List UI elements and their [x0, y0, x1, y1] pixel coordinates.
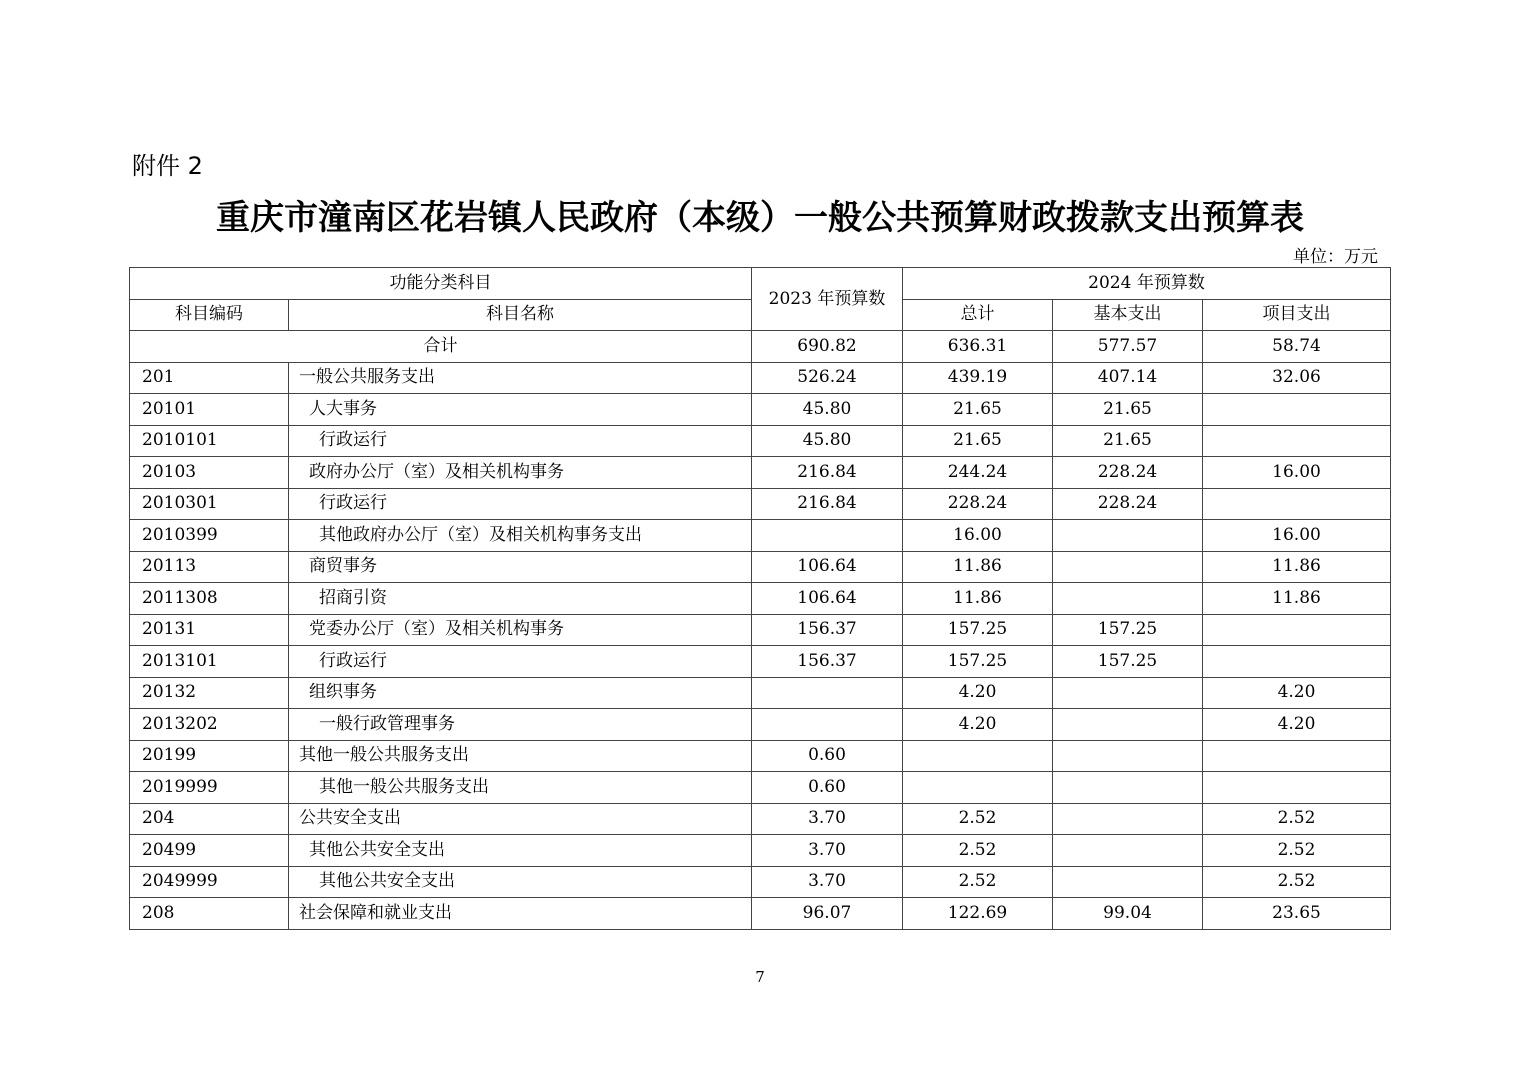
cell-total: 2.52 [903, 835, 1053, 867]
table-row [130, 646, 1391, 678]
cell-project [1203, 488, 1391, 520]
cell-project [1203, 425, 1391, 457]
cell-total: 4.20 [903, 677, 1053, 709]
table-row [130, 425, 1391, 457]
cell-name: 行政运行 [289, 488, 752, 520]
cell-name: 招商引资 [289, 583, 752, 615]
cell-total: 11.86 [903, 583, 1053, 615]
cell-name: 组织事务 [289, 677, 752, 709]
cell-name: 一般行政管理事务 [289, 709, 752, 741]
cell-b2023 [752, 709, 903, 741]
cell-b2023: 96.07 [752, 898, 903, 930]
cell-code: 20101 [130, 394, 289, 426]
cell-basic: 157.25 [1053, 646, 1203, 678]
cell-project: 11.86 [1203, 551, 1391, 583]
header-func-class: 功能分类科目 [130, 268, 752, 300]
cell-project [1203, 646, 1391, 678]
cell-code: 20499 [130, 835, 289, 867]
header-row-1 [130, 268, 1391, 300]
cell-project: 23.65 [1203, 898, 1391, 930]
cell-name: 党委办公厅（室）及相关机构事务 [289, 614, 752, 646]
cell-basic [1053, 772, 1203, 804]
cell-basic: 99.04 [1053, 898, 1203, 930]
cell-project: 2.52 [1203, 866, 1391, 898]
cell-project: 2.52 [1203, 803, 1391, 835]
cell-name: 商贸事务 [289, 551, 752, 583]
unit-label: 单位：万元 [1293, 247, 1378, 267]
cell-project [1203, 614, 1391, 646]
table-row [130, 677, 1391, 709]
table-row [130, 362, 1391, 394]
table-row [130, 740, 1391, 772]
cell-name: 行政运行 [289, 646, 752, 678]
cell-b2023: 3.70 [752, 835, 903, 867]
cell-total: 16.00 [903, 520, 1053, 552]
cell-code: 2010301 [130, 488, 289, 520]
table-row [130, 520, 1391, 552]
cell-total: 11.86 [903, 551, 1053, 583]
header-name: 科目名称 [289, 299, 752, 331]
cell-b2023: 106.64 [752, 583, 903, 615]
cell-name: 其他一般公共服务支出 [289, 740, 752, 772]
cell-name: 公共安全支出 [289, 803, 752, 835]
header-basic: 基本支出 [1053, 299, 1203, 331]
cell-b2023: 3.70 [752, 803, 903, 835]
cell-total: 244.24 [903, 457, 1053, 489]
cell-total: 439.19 [903, 362, 1053, 394]
cell-basic [1053, 740, 1203, 772]
cell-code: 20199 [130, 740, 289, 772]
cell-project: 11.86 [1203, 583, 1391, 615]
cell-total [903, 772, 1053, 804]
table-row [130, 457, 1391, 489]
cell-project: 32.06 [1203, 362, 1391, 394]
cell-basic [1053, 583, 1203, 615]
cell-basic [1053, 677, 1203, 709]
cell-b2023: 216.84 [752, 457, 903, 489]
cell-b2023: 216.84 [752, 488, 903, 520]
cell-b2023: 45.80 [752, 394, 903, 426]
header-total: 总计 [903, 299, 1053, 331]
cell-total: 21.65 [903, 425, 1053, 457]
attachment-label: 附件 2 [132, 152, 203, 180]
cell-basic: 21.65 [1053, 394, 1203, 426]
cell-name: 行政运行 [289, 425, 752, 457]
cell-project [1203, 772, 1391, 804]
table-row [130, 803, 1391, 835]
cell-code: 2013202 [130, 709, 289, 741]
table-row [130, 583, 1391, 615]
cell-basic [1053, 835, 1203, 867]
cell-code: 2013101 [130, 646, 289, 678]
document-title: 重庆市潼南区花岩镇人民政府（本级）一般公共预算财政拨款支出预算表 [216, 198, 1304, 238]
cell-total: 2.52 [903, 866, 1053, 898]
cell-total: 122.69 [903, 898, 1053, 930]
cell-name: 其他公共安全支出 [289, 866, 752, 898]
cell-code: 20113 [130, 551, 289, 583]
cell-project: 2.52 [1203, 835, 1391, 867]
header-project: 项目支出 [1203, 299, 1391, 331]
cell-total: 2.52 [903, 803, 1053, 835]
cell-b2023: 156.37 [752, 646, 903, 678]
cell-project: 16.00 [1203, 520, 1391, 552]
table-row [130, 488, 1391, 520]
cell-b2023: 156.37 [752, 614, 903, 646]
cell-total [903, 740, 1053, 772]
cell-code: 208 [130, 898, 289, 930]
header-budget-2024: 2024 年预算数 [903, 268, 1391, 300]
table-row [130, 772, 1391, 804]
cell-code: 2010101 [130, 425, 289, 457]
cell-basic: 157.25 [1053, 614, 1203, 646]
cell-name: 其他政府办公厅（室）及相关机构事务支出 [289, 520, 752, 552]
cell-code: 201 [130, 362, 289, 394]
table-row [130, 394, 1391, 426]
header-code: 科目编码 [130, 299, 289, 331]
cell-code: 2019999 [130, 772, 289, 804]
cell-total: 157.25 [903, 614, 1053, 646]
total-label: 合计 [130, 331, 752, 363]
cell-name: 一般公共服务支出 [289, 362, 752, 394]
total-total: 636.31 [903, 331, 1053, 363]
table-row [130, 551, 1391, 583]
table-row [130, 835, 1391, 867]
cell-basic [1053, 709, 1203, 741]
cell-project: 4.20 [1203, 709, 1391, 741]
cell-b2023: 106.64 [752, 551, 903, 583]
cell-name: 人大事务 [289, 394, 752, 426]
table-row [130, 866, 1391, 898]
total-row [130, 331, 1391, 363]
cell-code: 20132 [130, 677, 289, 709]
table-row [130, 709, 1391, 741]
table-row [130, 898, 1391, 930]
cell-basic [1053, 866, 1203, 898]
cell-name: 政府办公厅（室）及相关机构事务 [289, 457, 752, 489]
cell-total: 157.25 [903, 646, 1053, 678]
budget-table [129, 267, 1391, 930]
cell-b2023 [752, 520, 903, 552]
cell-total: 228.24 [903, 488, 1053, 520]
total-basic: 577.57 [1053, 331, 1203, 363]
page-number: 7 [755, 968, 765, 986]
cell-b2023: 3.70 [752, 866, 903, 898]
cell-name: 社会保障和就业支出 [289, 898, 752, 930]
cell-name: 其他一般公共服务支出 [289, 772, 752, 804]
cell-project [1203, 394, 1391, 426]
cell-basic: 228.24 [1053, 488, 1203, 520]
cell-total: 4.20 [903, 709, 1053, 741]
cell-code: 2049999 [130, 866, 289, 898]
cell-basic: 21.65 [1053, 425, 1203, 457]
cell-project [1203, 740, 1391, 772]
cell-b2023: 45.80 [752, 425, 903, 457]
cell-basic [1053, 551, 1203, 583]
cell-name: 其他公共安全支出 [289, 835, 752, 867]
total-b2023: 690.82 [752, 331, 903, 363]
cell-project: 4.20 [1203, 677, 1391, 709]
cell-b2023 [752, 677, 903, 709]
cell-basic [1053, 520, 1203, 552]
cell-basic: 407.14 [1053, 362, 1203, 394]
cell-code: 20131 [130, 614, 289, 646]
cell-code: 2010399 [130, 520, 289, 552]
header-budget-2023: 2023 年预算数 [752, 268, 903, 331]
cell-basic [1053, 803, 1203, 835]
cell-project: 16.00 [1203, 457, 1391, 489]
table-row [130, 614, 1391, 646]
cell-code: 204 [130, 803, 289, 835]
cell-total: 21.65 [903, 394, 1053, 426]
cell-b2023: 526.24 [752, 362, 903, 394]
cell-b2023: 0.60 [752, 772, 903, 804]
cell-code: 2011308 [130, 583, 289, 615]
cell-code: 20103 [130, 457, 289, 489]
total-project: 58.74 [1203, 331, 1391, 363]
cell-basic: 228.24 [1053, 457, 1203, 489]
cell-b2023: 0.60 [752, 740, 903, 772]
